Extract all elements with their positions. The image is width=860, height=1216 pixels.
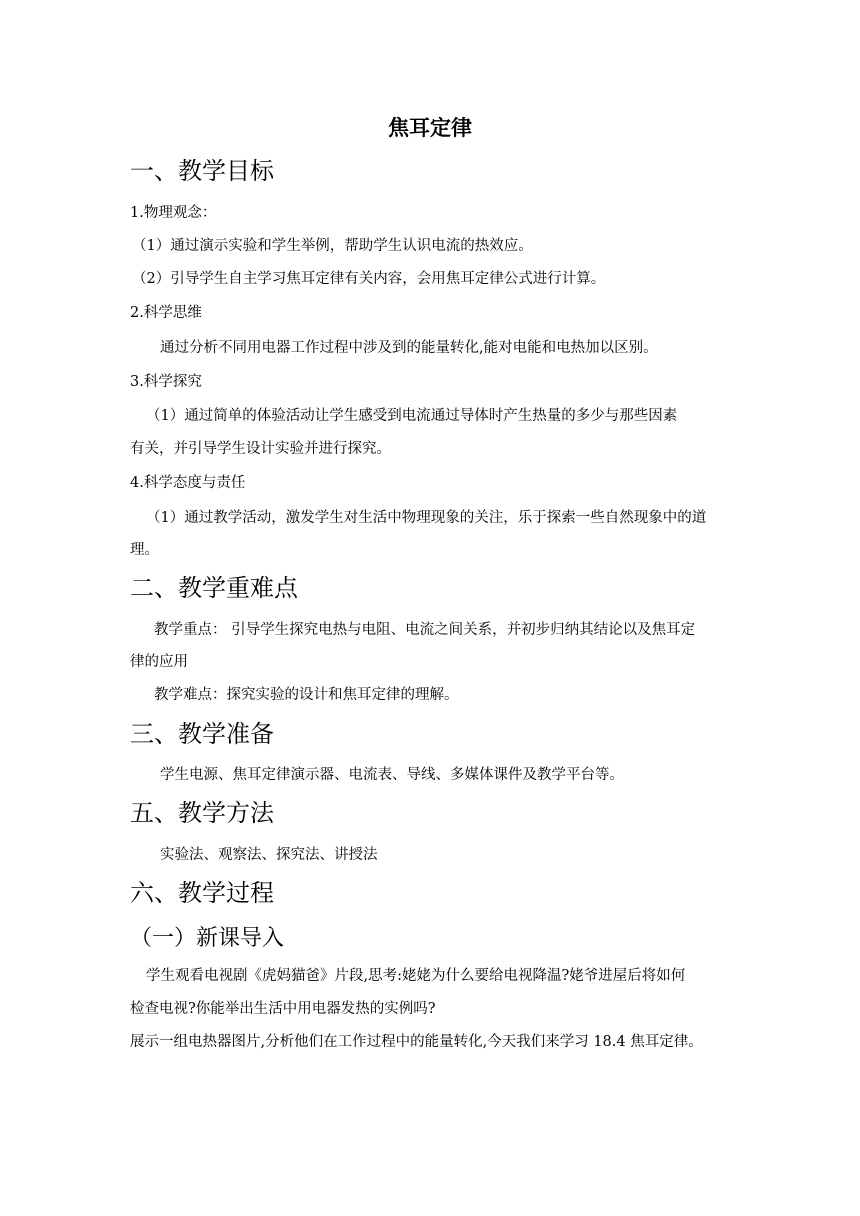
key-point-focus-line-b: 律的应用: [130, 654, 188, 670]
section-heading-process: 六、教学过程: [130, 879, 274, 907]
goal-item-3-line-1b: 有关，并引导学生设计实验并进行探究。: [130, 441, 391, 457]
process-para-1-line-b: 检查电视?你能举出生活中用电器发热的实例吗?: [130, 1001, 436, 1017]
goal-item-2-title: 2.科学思维: [130, 305, 202, 321]
goal-item-3-line-1a: （1）通过简单的体验活动让学生感受到电流通过导体时产生热量的多少与那些因素: [146, 408, 678, 424]
goal-item-1-title: 1.物理观念：: [130, 205, 217, 221]
goal-item-1-line-2: （2）引导学生自主学习焦耳定律有关内容，会用焦耳定律公式进行计算。: [132, 271, 606, 287]
goal-item-1-line-1: （1）通过演示实验和学生举例，帮助学生认识电流的热效应。: [132, 238, 533, 254]
section-heading-key-points: 二、教学重难点: [130, 574, 298, 602]
key-point-difficulty: 教学难点：探究实验的设计和焦耳定律的理解。: [154, 687, 459, 703]
section-heading-preparation: 三、教学准备: [130, 720, 274, 748]
section-heading-goals: 一、教学目标: [130, 157, 274, 185]
goal-item-3-title: 3.科学探究: [130, 374, 202, 390]
goal-item-4-line-1a: （1）通过教学活动，激发学生对生活中物理现象的关注，乐于探索一些自然现象中的道: [146, 510, 707, 526]
goal-item-4-line-1b: 理。: [130, 542, 159, 558]
methods-text: 实验法、观察法、探究法、讲授法: [160, 847, 378, 863]
goal-item-2-line-1: 通过分析不同用电器工作过程中涉及到的能量转化,能对电能和电热加以区别。: [160, 340, 658, 356]
document-title: 焦耳定律: [388, 116, 472, 140]
key-point-focus-line-a: 教学重点： 引导学生探究电热与电阻、电流之间关系，并初步归纳其结论以及焦耳定: [154, 622, 696, 638]
process-para-2: 展示一组电热器图片,分析他们在工作过程中的能量转化,今天我们来学习 18.4 焦耳定律。: [130, 1034, 703, 1050]
section-heading-methods: 五、教学方法: [130, 799, 274, 827]
process-subheading-intro: （一）新课导入: [130, 926, 285, 951]
process-para-1-line-a: 学生观看电视剧《虎妈猫爸》片段,思考:姥姥为什么要给电视降温?姥爷进屋后将如何: [146, 968, 686, 984]
preparation-text: 学生电源、焦耳定律演示器、电流表、导线、多媒体课件及教学平台等。: [160, 767, 624, 783]
goal-item-4-title: 4.科学态度与责任: [130, 475, 246, 491]
